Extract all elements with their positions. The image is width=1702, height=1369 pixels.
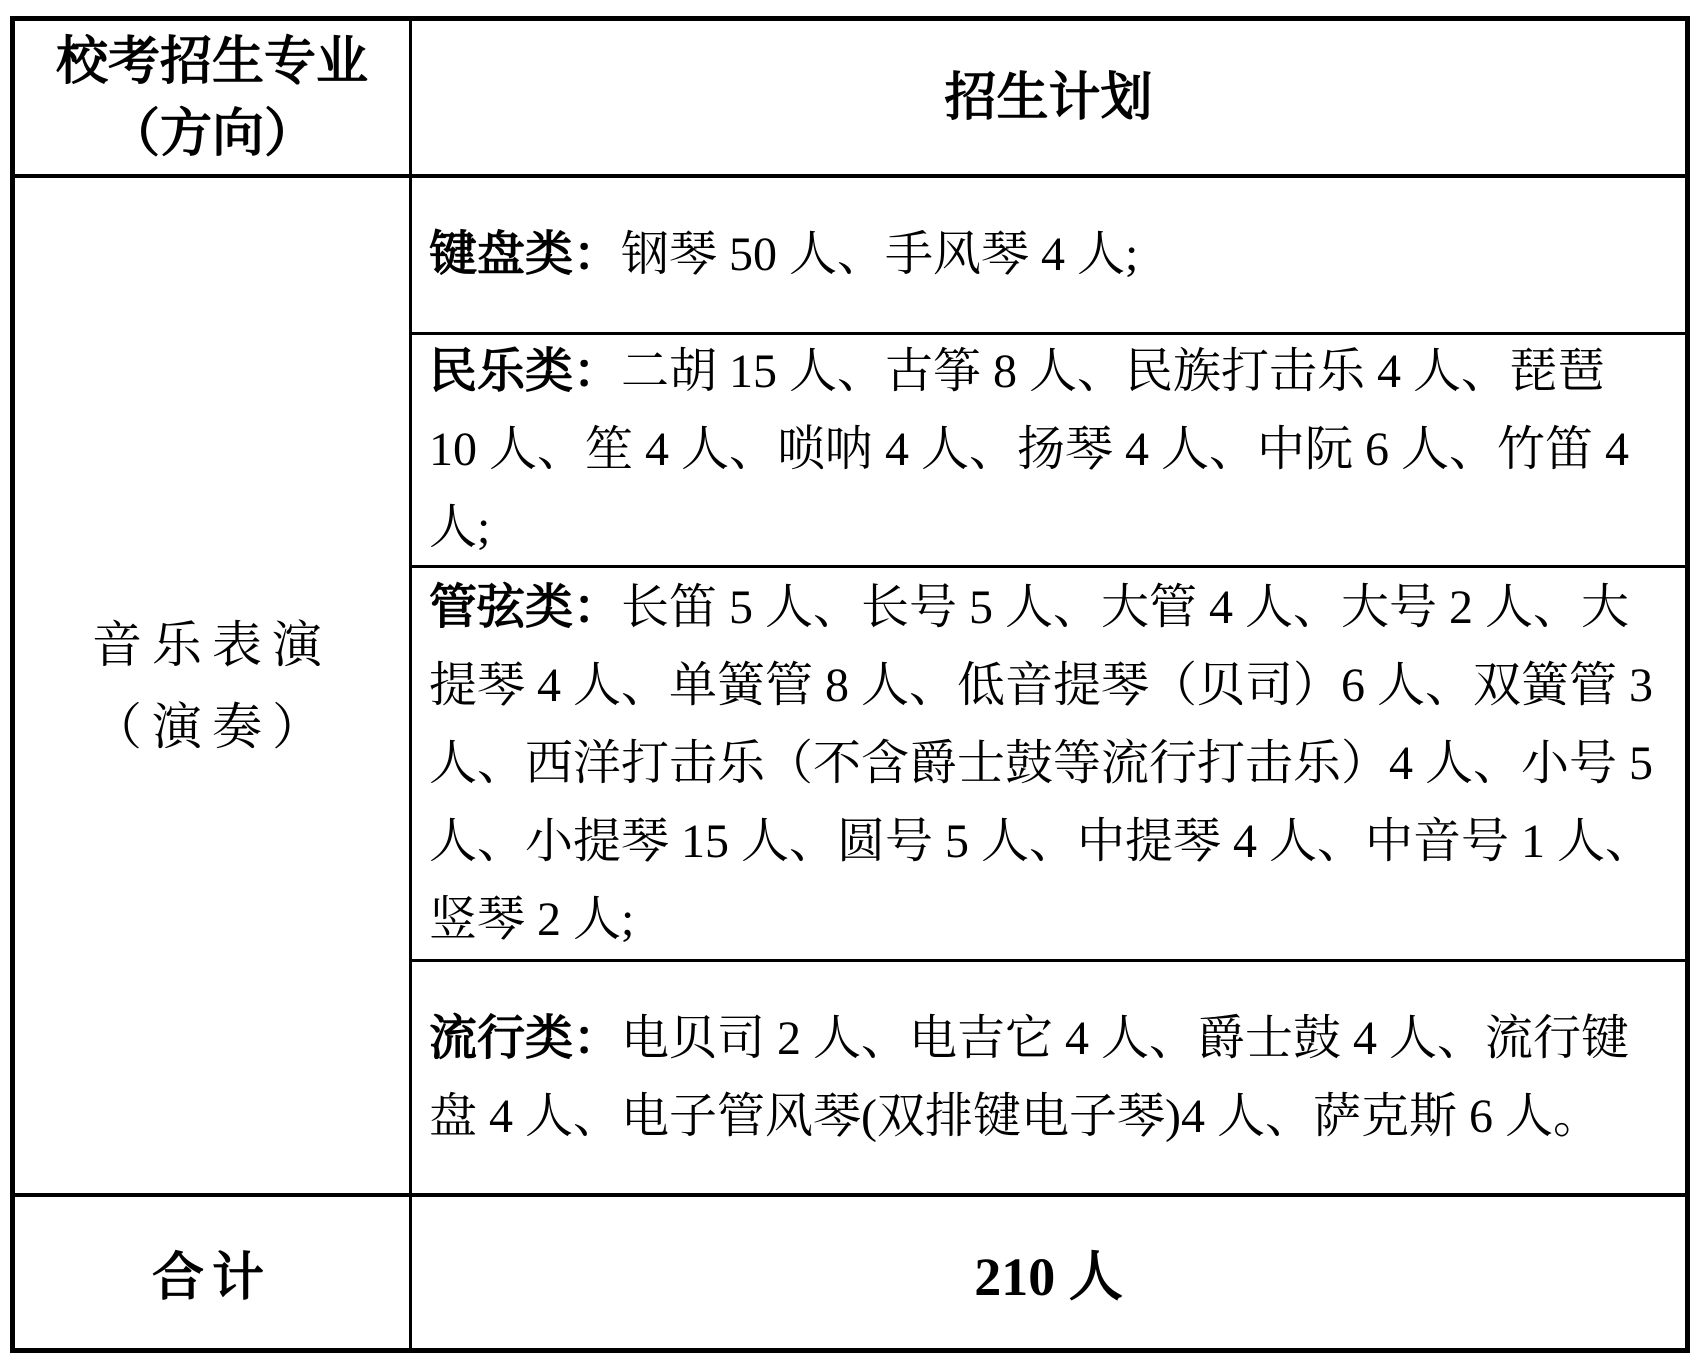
category-detail: 电贝司 2 人、电吉它 4 人、爵士鼓 4 人、流行键盘 4 人、电子管风琴(双排键电子琴)4 人、萨克斯 6 人。: [429, 1011, 1630, 1143]
category-row-orchestral: [412, 568, 1685, 962]
category-label: 流行类：: [429, 1011, 622, 1065]
category-label: 管弦类：: [429, 580, 622, 634]
program-cell: [15, 178, 412, 1193]
plan-details-cell: [412, 178, 1685, 1193]
total-value-cell: 210 人: [974, 1247, 1123, 1307]
table-header-row: [15, 21, 1685, 178]
table-body-row: [15, 178, 1685, 1197]
category-row-keyboard: [412, 178, 1685, 335]
header-cell-major: [15, 21, 412, 174]
table-total-row: [15, 1197, 1685, 1348]
header-cell-plan: [412, 21, 1685, 174]
category-row-pop: [412, 962, 1685, 1193]
category-label: 民乐类：: [429, 345, 622, 398]
category-text: [429, 335, 1665, 567]
category-text: [429, 569, 1665, 959]
category-row-folk: [412, 335, 1685, 568]
enrollment-plan-table: [10, 16, 1690, 1353]
category-detail: 长笛 5 人、长号 5 人、大管 4 人、大号 2 人、大提琴 4 人、单簧管 8 人、低音提琴（贝司）6 人、双簧管 3 人、西洋打击乐（不含爵士鼓等流行打击乐）4 人、小号 5 人、小提琴 15 人、圆号 5 人、中提琴 4 人、中音号 1 人、竖琴 2 人;: [429, 580, 1654, 946]
total-label-cell: 合计: [15, 1197, 412, 1348]
program-direction: （演奏）: [92, 698, 332, 755]
category-text: [429, 1000, 1665, 1156]
program-name: 音乐表演: [92, 616, 332, 673]
category-label: 键盘类：: [429, 228, 622, 281]
category-detail: 二胡 15 人、古筝 8 人、民族打击乐 4 人、琵琶 10 人、笙 4 人、唢呐 4 人、扬琴 4 人、中阮 6 人、竹笛 4 人;: [429, 345, 1630, 554]
category-detail: 钢琴 50 人、手风琴 4 人;: [621, 228, 1139, 281]
header-major-line2: （方向）: [107, 104, 316, 163]
category-text: [429, 216, 1138, 294]
header-major-line1: 校考招生专业: [55, 32, 368, 91]
header-plan-label: 招生计划: [944, 68, 1153, 127]
